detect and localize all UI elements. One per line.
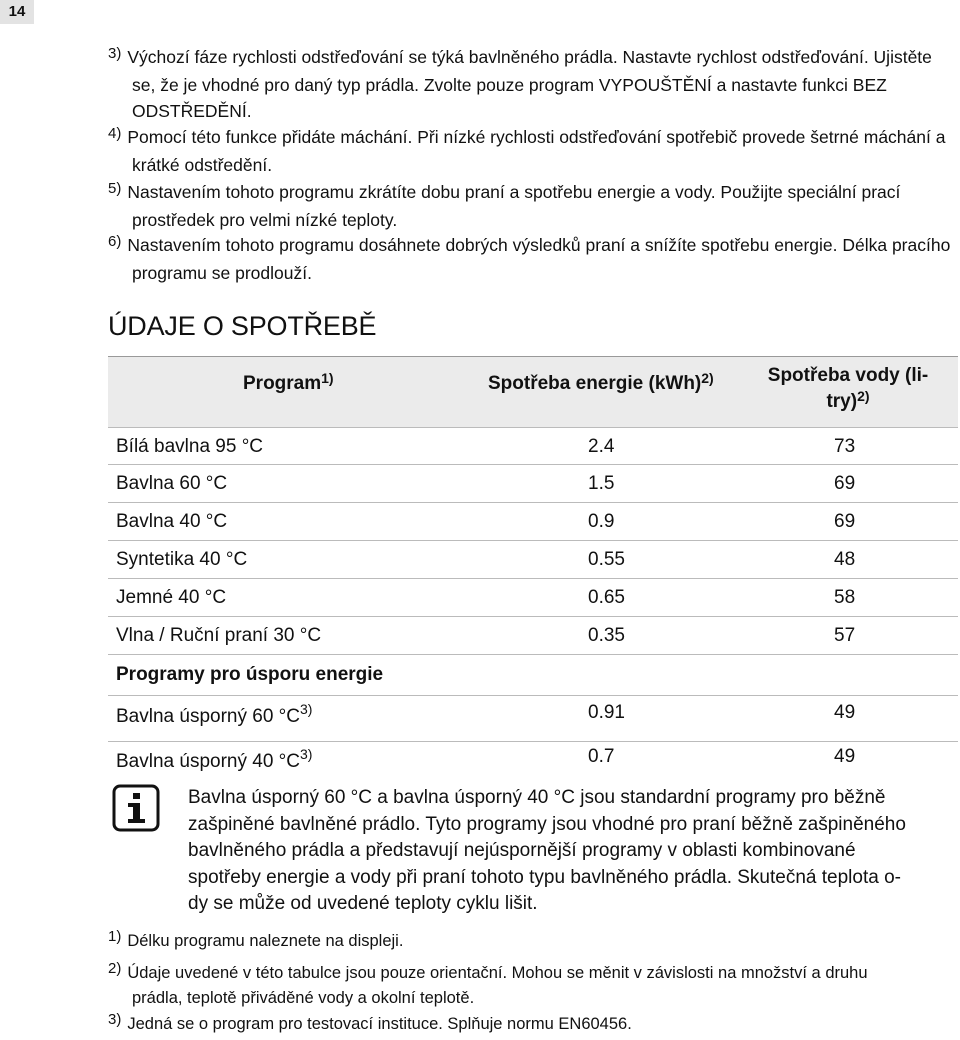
note-line: dy se může od uvedené teploty cyklu lišit.: [188, 893, 538, 914]
footnote-text: prádla, teplotě přiváděné vody a okolní teplotě.: [132, 989, 475, 1007]
footnote-text: Výchozí fáze rychlosti odstřeďování se týká bavlněného prádla. Nastavte rychlost odstřeďování. Ujistěte: [127, 47, 932, 67]
cell-water: 49: [834, 746, 856, 767]
table-group-row: [108, 654, 958, 695]
footnote-text: prostředek pro velmi nízké teploty.: [132, 210, 398, 230]
table-row: [108, 695, 958, 742]
footnote-text: Jedná se o program pro testovací instituce. Splňuje normu EN60456.: [127, 1015, 632, 1033]
cell-program: Bavlna úsporný 40 $^\circ C^{3)}$: [116, 746, 313, 772]
footnote-mark: 3): [108, 1011, 122, 1028]
footnote-text: Údaje uvedené v této tabulce jsou pouze orientační. Mohou se měnit v závislosti na množství a druhu: [127, 964, 868, 982]
footnote-text: Délku programu naleznete na displeji.: [127, 932, 404, 950]
table-row: [108, 616, 958, 654]
cell-energy: 0.91: [588, 702, 625, 723]
cell-water: 49: [834, 702, 856, 723]
table-row: [108, 540, 958, 578]
cell-water: 58: [834, 587, 856, 608]
cell-energy: 0.65: [588, 587, 625, 608]
info-note: [188, 785, 943, 918]
cell-program: Bavlna úsporný 60 $^\circ C^{3)}$: [116, 701, 313, 727]
page-number: 14: [0, 0, 34, 24]
cell-program: Bavlna 60 °C: [116, 473, 228, 494]
table-row: [108, 578, 958, 616]
footnote-3-bottom: [108, 1012, 953, 1037]
table-row: [108, 502, 958, 540]
section-title: ÚDAJE O SPOTŘEBĚ: [108, 311, 377, 341]
cell-water: 69: [834, 473, 856, 494]
table-row: [108, 427, 958, 465]
footnote-mark: 6): [108, 233, 122, 250]
footnote-1: [108, 929, 953, 954]
note-line: zašpiněné bavlněné prádlo. Tyto programy jsou vhodné pro praní běžně zašpiněného: [188, 813, 906, 835]
footnote-3: [108, 44, 953, 124]
note-line: Bavlna úsporný 60 °C a bavlna úsporný 40 °C jsou standardní programy pro běžně: [188, 787, 886, 808]
footnote-text: se, že je vhodné pro daný typ prádla. Zvolte pouze program VYPOUŠTĚNÍ a nastavte funkci BEZ: [132, 75, 887, 95]
info-icon: [112, 784, 160, 832]
footnote-text: programu se prodlouží.: [132, 263, 312, 283]
footnote-text: Pomocí této funkce přidáte máchání. Při nízké rychlosti odstřeďování spotřebič provede šetrné máchání a: [127, 127, 946, 147]
cell-program: Jemné 40 °C: [116, 587, 227, 608]
cell-water: 57: [834, 625, 856, 646]
table-header: [108, 356, 958, 427]
footnote-5: [108, 179, 953, 233]
cell-water: 73: [834, 436, 856, 457]
cell-energy: 0.35: [588, 625, 625, 646]
cell-energy: 0.7: [588, 746, 615, 767]
cell-energy: 2.4: [588, 436, 615, 457]
cell-energy: 0.55: [588, 549, 625, 570]
cell-program: Vlna / Ruční praní 30 °C: [116, 625, 322, 646]
footnote-mark: 1): [108, 928, 122, 945]
cell-energy: 0.9: [588, 511, 615, 532]
footnote-2: [108, 961, 953, 1011]
cell-program: Bílá bavlna 95 °C: [116, 436, 264, 457]
footnote-text: Nastavením tohoto programu zkrátíte dobu praní a spotřebu energie a vody. Použijte speciální prací: [127, 182, 901, 202]
group-label: Programy pro úsporu energie: [116, 664, 384, 685]
table-row: [108, 741, 958, 784]
cell-water: 48: [834, 549, 856, 570]
footnote-text: ODSTŘEDĚNÍ.: [132, 101, 252, 121]
note-line: spotřeby energie a vody při praní tohoto typu bavlněného prádla. Skutečná teplota o-: [188, 866, 901, 888]
footnote-mark: 2): [108, 960, 122, 977]
footnote-mark: 5): [108, 180, 122, 197]
header-program: Program$^{1)}$: [243, 370, 334, 394]
footnote-mark: 4): [108, 125, 122, 142]
footnote-text: krátké odstředění.: [132, 155, 273, 175]
footnote-4: [108, 124, 953, 178]
cell-program: Bavlna 40 °C: [116, 511, 228, 532]
footnote-text: Nastavením tohoto programu dosáhnete dobrých výsledků praní a snížíte spotřebu energie. Délka pracího: [127, 235, 951, 255]
header-energy: Spotřeba energie (kWh)$^{2)}$: [488, 370, 714, 394]
cell-energy: 1.5: [588, 473, 615, 494]
footnote-6: [108, 232, 953, 286]
table-row: [108, 464, 958, 502]
cell-program: Syntetika 40 °C: [116, 549, 248, 570]
header-water: Spotřeba vody (li- try)$^{2)}$: [767, 365, 929, 412]
cell-water: 69: [834, 511, 856, 532]
note-line: bavlněného prádla a představují nejúspornější programy v oblasti kombinované: [188, 840, 856, 861]
footnote-mark: 3): [108, 45, 122, 62]
